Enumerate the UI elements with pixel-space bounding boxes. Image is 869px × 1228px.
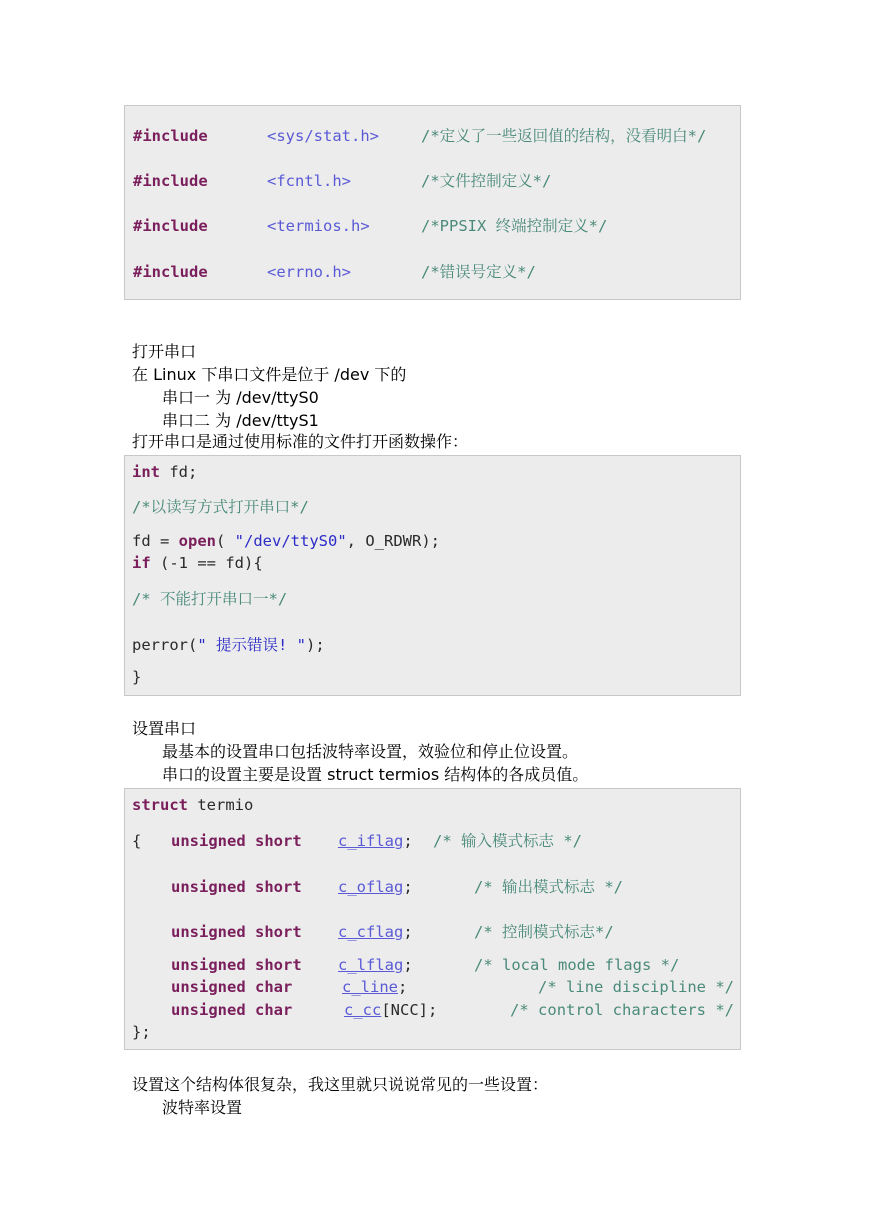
keyword: struct [132,796,188,814]
field-decl [338,831,413,851]
paragraph-port-two [162,410,319,432]
code-text: , O [346,532,375,550]
code-comment: /* line discipline */ [538,978,734,996]
field-name: c_oflag [338,878,404,896]
code-text: [NCC]; [381,1001,438,1019]
code-text: ( [216,532,235,550]
text-fragment: 为 [215,388,232,407]
code-text: RDWR); [384,532,440,550]
paragraph-basic-settings: 最基本的设置串口包括波特率设置，效验位和停止位设置。 [162,742,579,761]
text-fragment: 串口二 [162,411,211,430]
code-line [133,262,208,282]
code-text: ; [403,832,413,850]
string-literal: "/dev/ttyS0" [234,532,347,550]
text-fragment: 下的 [374,365,407,384]
code-comment: /*PPSIX 终端控制定义*/ [421,217,608,235]
field-name: c_line [342,978,398,996]
paragraph-port-one [162,387,319,409]
code-text: ; [403,878,413,896]
code-line [133,171,208,191]
field-decl [338,955,413,975]
code-text: fd; [160,463,198,481]
opening-brace: { [132,832,142,850]
keyword: if [132,554,151,572]
paragraph-open-function: 打开串口是通过使用标准的文件打开函数操作： [132,432,469,451]
code-line [132,553,263,573]
code-comment: /* 输入模式标志 */ [433,832,582,850]
text-fragment: Linux [153,365,197,384]
closing-brace: }; [132,1023,151,1041]
code-text: ; [403,923,413,941]
section-heading-set: 设置串口 [132,719,197,738]
code-comment: /*文件控制定义*/ [421,172,552,190]
field-name: c_iflag [338,832,404,850]
text-fragment: 下串口文件是位于 [201,365,330,384]
field-type: unsigned char [171,978,293,996]
text-fragment: 串口一 [162,388,211,407]
field-name: c_cflag [338,923,404,941]
code-line [132,635,325,655]
code-line [132,795,253,815]
header-name: <termios.h> [267,217,370,235]
field-type: unsigned short [171,956,302,974]
include-code-block [124,105,741,300]
text-fragment: struct termios [327,765,440,784]
header-name: <sys/stat.h> [267,127,379,145]
field-type: unsigned short [171,923,302,941]
text-fragment: 在 [132,365,149,384]
closing-brace: } [132,668,142,686]
include-keyword: #include [133,172,208,190]
text-fragment: 串口的设置主要是设置 [162,765,323,784]
code-text: ; [398,978,408,996]
code-text: ; [403,956,413,974]
text-fragment: /dev/ttyS0 [236,388,319,407]
header-name: <errno.h> [267,263,351,281]
include-keyword: #include [133,217,208,235]
field-decl [342,977,407,997]
code-text: (-1 == fd){ [150,554,263,572]
code-comment: /* 控制模式标志*/ [474,923,614,941]
string-literal: " 提示错误! " [197,636,306,654]
paragraph-termios [162,764,588,786]
field-name: c_lflag [338,956,404,974]
field-name: c_cc [344,1001,382,1019]
struct-code-block [124,788,741,1050]
code-comment: /* control characters */ [510,1001,734,1019]
code-text: fd = [132,532,179,550]
code-text: termio [188,796,254,814]
include-keyword: #include [133,263,208,281]
paragraph-linux-dev [132,364,406,386]
paragraph-complex-struct: 设置这个结构体很复杂，我这里就只说说常见的一些设置： [132,1075,549,1094]
code-text: _ [374,532,384,550]
code-line [132,462,197,482]
keyword: int [132,463,160,481]
code-line [133,126,208,146]
text-fragment: 为 [215,411,232,430]
text-fragment: /dev [334,365,370,384]
open-code-block [124,455,741,696]
section-heading-open: 打开串口 [132,342,197,361]
code-comment: /* 不能打开串口一*/ [132,590,288,608]
field-type: unsigned char [171,1001,293,1019]
code-comment: /* 输出模式标志 */ [474,878,623,896]
field-decl [338,922,413,942]
code-text: ); [306,636,325,654]
code-text: perror( [132,636,198,654]
code-comment: /*以读写方式打开串口*/ [132,498,309,516]
code-comment: /*定义了一些返回值的结构，没看明白*/ [421,127,707,145]
paragraph-baud-rate: 波特率设置 [162,1098,243,1117]
code-comment: /*错误号定义*/ [421,263,536,281]
field-type: unsigned short [171,832,302,850]
header-name: <fcntl.h> [267,172,351,190]
code-line [132,531,440,551]
include-keyword: #include [133,127,208,145]
field-decl [344,1000,437,1020]
text-fragment: 结构体的各成员值。 [444,765,589,784]
text-fragment: /dev/ttyS1 [236,411,319,430]
code-line [133,216,208,236]
field-decl [338,877,413,897]
field-type: unsigned short [171,878,302,896]
code-comment: /* local mode flags */ [474,956,680,974]
function-name: open [178,532,216,550]
